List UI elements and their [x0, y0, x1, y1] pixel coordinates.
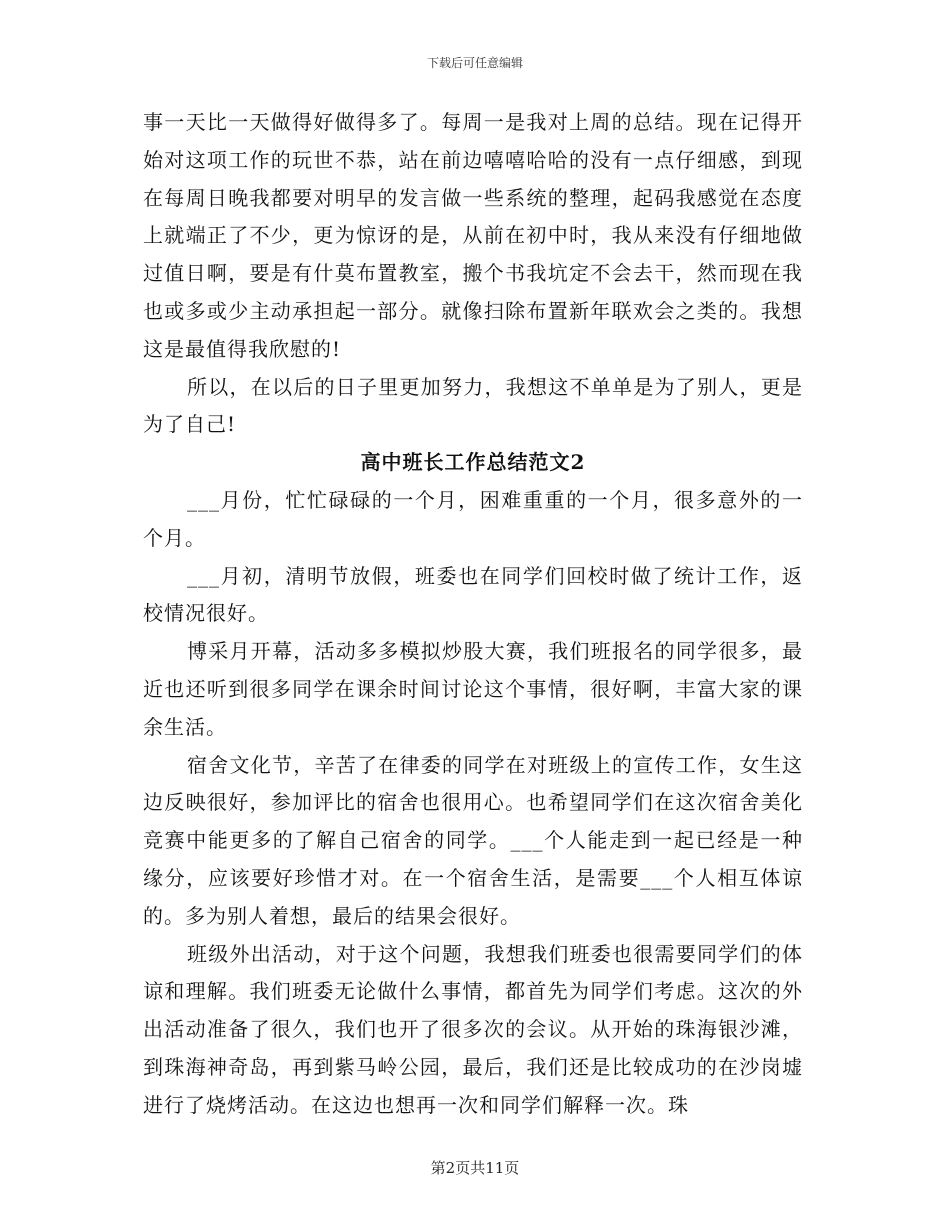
section-heading: 高中班长工作总结范文2 — [360, 450, 586, 475]
paragraph: 宿舍文化节，辛苦了在律委的同学在对班级上的宣传工作，女生这边反映很好，参加评比的宿舍也很用心。也希望同学们在这次宿舍美化竞赛中能更多的了解自己宿舍的同学。___个人能走到一起已经是一种缘分，应该要好珍惜才对。在一个宿舍生活，是需要___个人相互体谅的。多为别人着想，最后的结果会很好。 — [143, 752, 803, 928]
paragraph: 博采月开幕，活动多多模拟炒股大赛，我们班报名的同学很多，最近也还听到很多同学在课余时间讨论这个事情，很好啊，丰富大家的课余生活。 — [143, 639, 803, 739]
paragraph: ___月份，忙忙碌碌的一个月，困难重重的一个月，很多意外的一个月。 — [143, 487, 803, 550]
paragraph: 事一天比一天做得好做得多了。每周一是我对上周的总结。现在记得开始对这项工作的玩世不恭，站在前边嘻嘻哈哈的没有一点仔细感，到现在每周日晚我都要对明早的发言做一些系统的整理，起码我感觉在态度上就端正了不少，更为惊讶的是，从前在初中时，我从来没有仔细地做过值日啊，要是有什莫布置教室，搬个书我坑定不会去干，然而现在我也或多或少主动承担起一部分。就像扫除布置新年联欢会之类的。我想这是最值得我欣慰的! — [143, 110, 803, 361]
paragraph: 班级外出活动，对于这个问题，我想我们班委也很需要同学们的体谅和理解。我们班委无论做什么事情，都首先为同学们考虑。这次的外出活动准备了很久，我们也开了很多次的会议。从开始的珠海银沙滩，到珠海神奇岛，再到紫马岭公园，最后，我们还是比较成功的在沙岗墟进行了烧烤活动。在这边也想再一次和同学们解释一次。珠 — [143, 941, 803, 1117]
paragraph: 所以，在以后的日子里更加努力，我想这不单单是为了别人，更是为了自己! — [143, 374, 803, 437]
paragraph: ___月初，清明节放假，班委也在同学们回校时做了统计工作，返校情况很好。 — [143, 563, 803, 626]
page-header-note: 下载后可任意编辑 — [426, 56, 523, 70]
page-number: 第2页共11页 — [430, 1159, 520, 1177]
document-body — [143, 104, 803, 1125]
